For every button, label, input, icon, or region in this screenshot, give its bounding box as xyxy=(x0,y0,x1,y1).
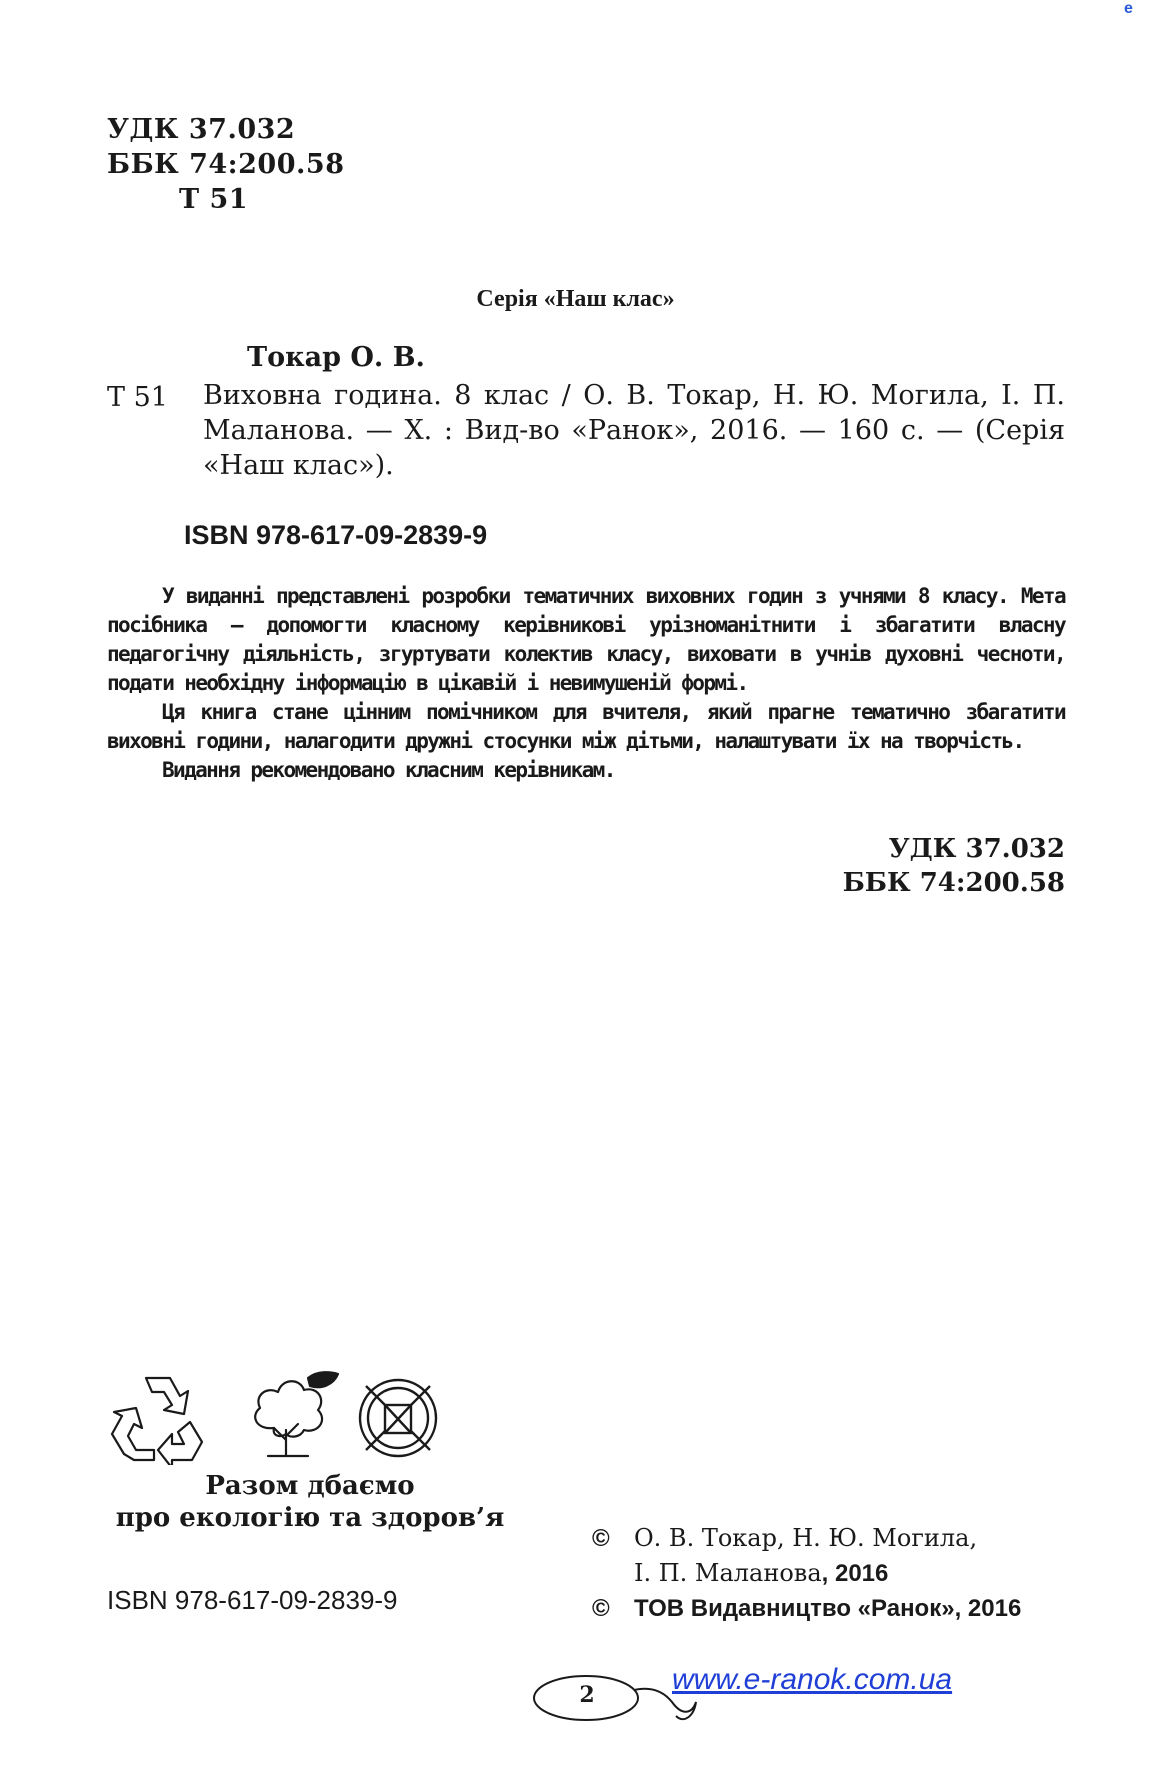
eco-slogan-line: про екологію та здоров’я xyxy=(115,1503,505,1533)
series-title: Серія «Наш клас» xyxy=(476,286,675,312)
catalog-author: Токар О. В. xyxy=(247,342,425,373)
tree-icon xyxy=(255,1372,338,1456)
udk-code: УДК 37.032 xyxy=(107,114,296,145)
annotation-paragraph: Ця книга стане цінним помічником для вчителя, який прагне тематично збагатити виховні години, налагодити дружні стосунки між дітьми, налаштувати їх на творчість. xyxy=(107,700,1065,753)
page-number: 2 xyxy=(579,1682,595,1708)
copyright-authors-year: , 2016 xyxy=(821,1560,889,1587)
annotation-paragraph: У виданні представлені розробки тематичних виховних годин з учнями 8 класу. Мета посібника — допомогти класному керівникові урізноманітнити і збагатити власну педагогічну діяльність, згуртувати колектив класу, виховати в учнів духовні чесноти, подати необхідну інформацію в цікавій і невимушеній формі. xyxy=(107,584,1065,695)
copyright-block xyxy=(592,1521,1021,1626)
udk-code-right: УДК 37.032 xyxy=(888,834,1065,864)
annotation xyxy=(107,582,1065,785)
recycle-icon xyxy=(112,1378,202,1465)
bottom-isbn: ISBN 978-617-09-2839-9 xyxy=(107,1585,398,1615)
page-number-badge xyxy=(532,1672,642,1728)
classification-block xyxy=(107,112,344,217)
classification-right xyxy=(843,832,1065,900)
eco-slogan xyxy=(100,1470,520,1534)
copyright-publisher: ТОВ Видавництво «Ранок», 2016 xyxy=(634,1595,1022,1622)
copyright-symbol: © xyxy=(592,1595,610,1622)
bibliographic-description: Виховна година. 8 клас / О. В. Токар, Н. Ю. Могила, І. П. Маланова. — Х. : Вид-во «Ранок», 2016. — 160 с. — (Серія «Наш клас»). xyxy=(203,380,1065,481)
catalog-isbn: ISBN 978-617-09-2839-9 xyxy=(184,520,488,550)
copyright-authors: О. В. Токар, Н. Ю. Могила, xyxy=(634,1524,978,1552)
bbk-code: ББК 74:200.58 xyxy=(107,149,345,180)
corner-mark: e xyxy=(1124,0,1133,17)
website-link[interactable]: www.e-ranok.com.ua xyxy=(672,1663,953,1696)
copyright-authors-cont: І. П. Маланова xyxy=(634,1559,822,1587)
eco-slogan-line: Разом дбаємо xyxy=(205,1471,415,1501)
eco-icons xyxy=(108,1370,508,1465)
annotation-paragraph: Видання рекомендовано класним керівникам. xyxy=(162,758,615,782)
author-code: Т 51 xyxy=(179,184,249,215)
catalog-code: Т 51 xyxy=(107,382,168,413)
bbk-code-right: ББК 74:200.58 xyxy=(842,868,1065,898)
copyright-symbol: © xyxy=(592,1525,610,1552)
no-waste-icon xyxy=(360,1380,436,1456)
